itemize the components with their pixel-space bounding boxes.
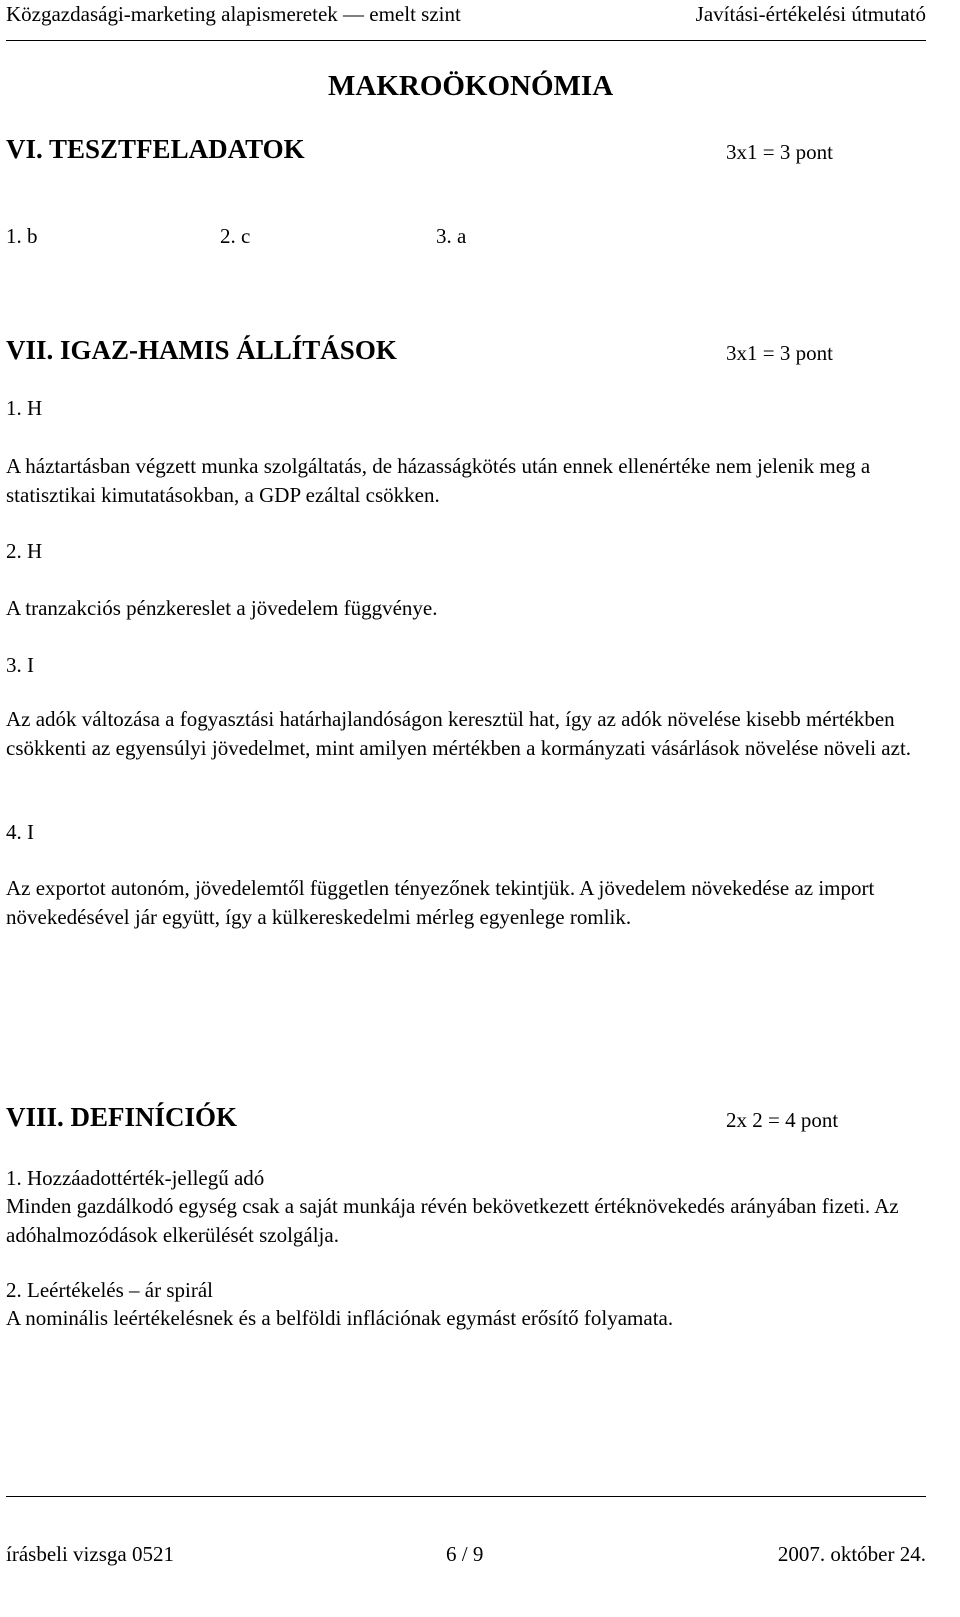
- section8-title: VIII. DEFINÍCIÓK: [6, 1102, 238, 1132]
- header-left: Közgazdasági-marketing alapismeretek — emelt szint: [6, 2, 461, 26]
- section7-title: VII. IGAZ-HAMIS ÁLLÍTÁSOK: [6, 335, 397, 365]
- footer-page-number: 6 / 9: [446, 1542, 484, 1566]
- main-title: MAKROÖKONÓMIA: [328, 70, 614, 102]
- section8-term-1: 1. Hozzáadottérték-jellegű adó: [6, 1166, 265, 1190]
- section7-item-3-label: 3. I: [6, 653, 34, 677]
- header-right: Javítási-értékelési útmutató: [695, 2, 926, 26]
- header-rule: [6, 40, 926, 41]
- footer-date: 2007. október 24.: [777, 1542, 926, 1566]
- section7-item-2-text: A tranzakciós pénzkereslet a jövedelem függvénye.: [6, 596, 438, 620]
- section7-item-2-label: 2. H: [6, 539, 43, 563]
- section7-item-4-label: 4. I: [6, 820, 34, 844]
- section6-answer-3: 3. a: [436, 224, 467, 248]
- section6-title: VI. TESZTFELADATOK: [6, 134, 305, 164]
- section7-item-4-text: Az exportot autonóm, jövedelemtől független tényezőnek tekintjük. A jövedelem növekedése az import növekedésével jár együtt, így a külkereskedelmi mérleg egyenlege romlik.: [6, 876, 875, 929]
- section8-term-2: 2. Leértékelés – ár spirál: [6, 1278, 213, 1302]
- section6-answer-1: 1. b: [6, 224, 38, 248]
- section7-points: 3x1 = 3 pont: [726, 341, 833, 365]
- section8-points: 2x 2 = 4 pont: [726, 1108, 839, 1132]
- footer-left: írásbeli vizsga 0521: [6, 1542, 174, 1566]
- section8-definition-2: A nominális leértékelésnek és a belföldi inflációnak egymást erősítő folyamata.: [6, 1306, 674, 1330]
- section6-answer-2: 2. c: [220, 224, 251, 248]
- section7-item-3-text: Az adók változása a fogyasztási határhajlandóságon keresztül hat, így az adók növelése kisebb mértékben csökkenti az egyensúlyi jövedelmet, mint amilyen mértékben a kormányzati vásárlások növelése növeli azt.: [6, 707, 912, 760]
- section7-item-1-label: 1. H: [6, 396, 43, 420]
- footer-rule: [6, 1496, 926, 1497]
- section6-points: 3x1 = 3 pont: [726, 140, 833, 164]
- section7-item-1-text: A háztartásban végzett munka szolgáltatás, de házasságkötés után ennek ellenértéke nem jelenik meg a statisztikai kimutatásokban, a GDP ezáltal csökken.: [6, 454, 871, 507]
- section8-definition-1: Minden gazdálkodó egység csak a saját munkája révén bekövetkezett értéknövekedés arányában fizeti. Az adóhalmozódások elkerülését szolgálja.: [6, 1194, 899, 1247]
